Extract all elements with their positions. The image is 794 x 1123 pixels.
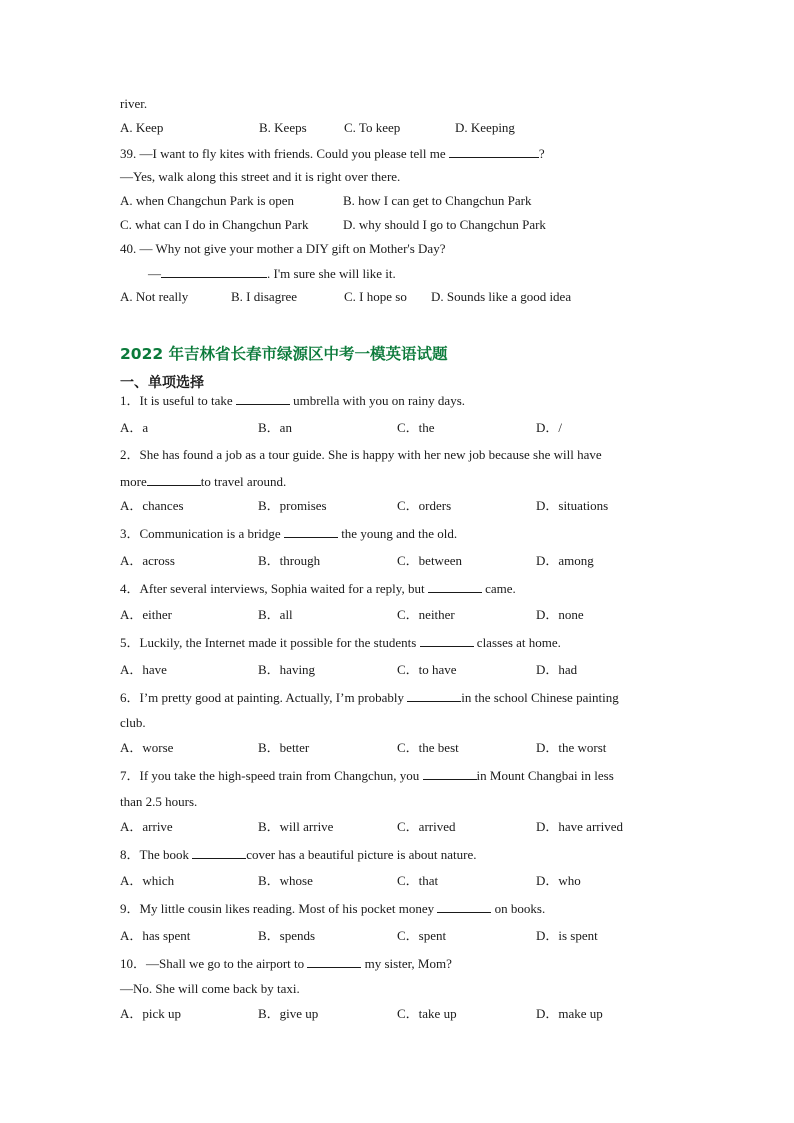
option: C．that (397, 873, 439, 888)
option: B．through (258, 553, 321, 568)
option: A．either (120, 607, 172, 622)
option: D．among (536, 553, 594, 568)
option: B．will arrive (258, 819, 334, 834)
option: D. Keeping (455, 120, 515, 135)
answer-blank (437, 900, 491, 913)
option: A．arrive (120, 819, 173, 834)
option: D．situations (536, 498, 609, 513)
option: A. Keep (120, 120, 164, 135)
question-1: 1．It is useful to take umbrella with you on rainy days. (120, 393, 466, 408)
section-heading: 一、单项选择 (120, 375, 204, 391)
option: C．the (397, 420, 435, 435)
option: D．who (536, 873, 581, 888)
question-6: 6．I’m pretty good at painting. Actually, I’m probably in the school Chinese painting (120, 690, 619, 705)
option: C. what can I do in Changchun Park (120, 217, 309, 232)
option: D．/ (536, 420, 563, 435)
option: C. To keep (344, 120, 401, 135)
option: A. Not really (120, 289, 189, 304)
option: C．arrived (397, 819, 456, 834)
question-5: 5．Luckily, the Internet made it possible for the students classes at home. (120, 635, 561, 650)
answer-blank (420, 634, 474, 647)
question-7: 7．If you take the high-speed train from Changchun, you in Mount Changbai in less (120, 768, 614, 783)
option: C．spent (397, 928, 447, 943)
option: A．chances (120, 498, 184, 513)
question-8: 8．The book cover has a beautiful picture is about nature. (120, 847, 477, 862)
text-line: club. (120, 715, 146, 730)
text-line: —Yes, walk along this street and it is right over there. (120, 169, 401, 184)
question-3: 3．Communication is a bridge the young and the old. (120, 526, 458, 541)
text-line: than 2.5 hours. (120, 794, 198, 809)
option: D. why should I go to Changchun Park (343, 217, 546, 232)
option: C. I hope so (344, 289, 407, 304)
option: A．a (120, 420, 149, 435)
question-4: 4．After several interviews, Sophia waited for a reply, but came. (120, 581, 516, 596)
answer-blank (423, 767, 477, 780)
option: C．orders (397, 498, 452, 513)
option: A．worse (120, 740, 174, 755)
answer-blank (307, 955, 361, 968)
text-line: — . I'm sure she will like it. (148, 266, 396, 281)
option: C．between (397, 553, 462, 568)
option: D．none (536, 607, 584, 622)
option: A．which (120, 873, 175, 888)
option: B．promises (258, 498, 327, 513)
answer-blank (449, 145, 539, 158)
text-line: more to travel around. (120, 474, 287, 489)
text-line: river. (120, 96, 148, 111)
question-39: 39. —I want to fly kites with friends. Could you please tell me ? (120, 146, 545, 161)
answer-blank (284, 525, 338, 538)
option: B. Keeps (259, 120, 307, 135)
answer-blank (147, 473, 201, 486)
option: D．the worst (536, 740, 607, 755)
option: B．better (258, 740, 310, 755)
answer-blank (428, 580, 482, 593)
option: D．have arrived (536, 819, 623, 834)
option: A．pick up (120, 1006, 182, 1021)
question-9: 9．My little cousin likes reading. Most of his pocket money on books. (120, 901, 546, 916)
option: C．neither (397, 607, 455, 622)
option: B．all (258, 607, 293, 622)
option: C．the best (397, 740, 459, 755)
answer-blank (236, 392, 290, 405)
question-2: 2．She has found a job as a tour guide. She is happy with her new job because she will have (120, 447, 602, 462)
option: A．have (120, 662, 167, 677)
text-line: —No. She will come back by taxi. (120, 981, 300, 996)
document-title: 2022 年吉林省长春市绿源区中考一模英语试题 (120, 345, 448, 363)
option: B．an (258, 420, 292, 435)
option: C．take up (397, 1006, 457, 1021)
option: A．has spent (120, 928, 191, 943)
answer-blank (192, 846, 246, 859)
option: B．whose (258, 873, 313, 888)
option: D. Sounds like a good idea (431, 289, 572, 304)
option: C．to have (397, 662, 457, 677)
option: B. how I can get to Changchun Park (343, 193, 532, 208)
option: D．had (536, 662, 578, 677)
option: B．having (258, 662, 316, 677)
answer-blank (407, 689, 461, 702)
question-40: 40. — Why not give your mother a DIY gift on Mother's Day? (120, 241, 446, 256)
option: A. when Changchun Park is open (120, 193, 295, 208)
option: B．give up (258, 1006, 319, 1021)
option: D．make up (536, 1006, 603, 1021)
option: A．across (120, 553, 175, 568)
question-10: 10．—Shall we go to the airport to my sister, Mom? (120, 956, 452, 971)
option: B．spends (258, 928, 316, 943)
option: B. I disagree (231, 289, 298, 304)
answer-blank (161, 265, 267, 278)
option: D．is spent (536, 928, 598, 943)
